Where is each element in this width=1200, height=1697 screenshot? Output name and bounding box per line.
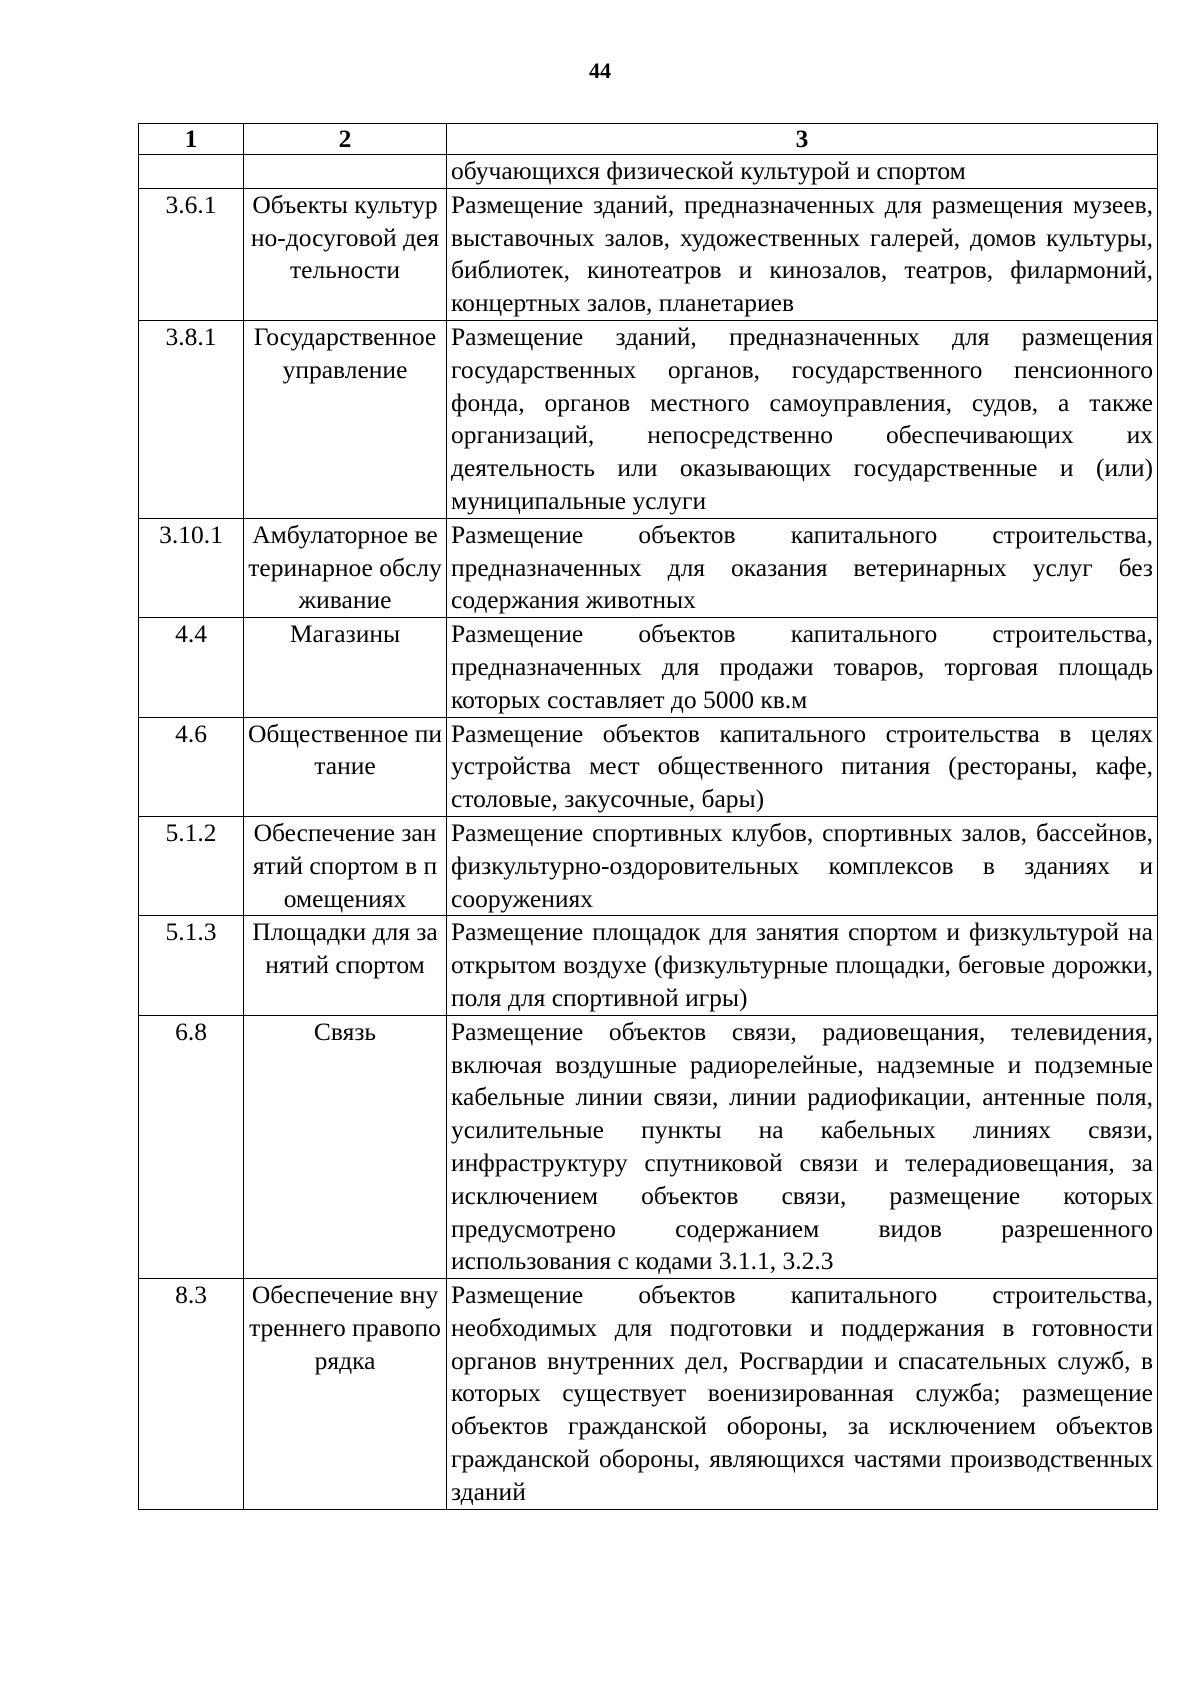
row-description: обучающихся физической культурой и спортом — [447, 155, 1158, 189]
row-description: Размещение зданий, предназначенных для размещения государственных органов, государственного пенсионного фонда, органов местного самоуправления, судов, а также организаций, непосредственно обеспечивающих их деятельность или оказывающих государственные и (или) муниципальные услуги — [447, 320, 1158, 518]
row-code: 8.3 — [139, 1279, 244, 1510]
row-code: 3.10.1 — [139, 518, 244, 617]
header-col-1: 1 — [139, 124, 244, 155]
table-row — [139, 916, 1158, 1015]
row-description: Размещение объектов капитального строительства, необходимых для подготовки и поддержания в готовности органов внутренних дел, Росгвардии и спасательных служб, в которых существует военизированная служба; размещение объектов гражданской обороны, за исключением объектов гражданской обороны, являющихся частями производственных зданий — [447, 1279, 1158, 1510]
row-description: Размещение объектов капитального строительства, предназначенных для продажи товаров, торговая площадь которых составляет до 5000 кв.м — [447, 618, 1158, 717]
table-row — [139, 320, 1158, 518]
row-name: Магазины — [244, 618, 447, 717]
row-description: Размещение объектов капитального строительства, предназначенных для оказания ветеринарных услуг без содержания животных — [447, 518, 1158, 617]
row-name: Амбулаторное ветеринарное обслуживание — [244, 518, 447, 617]
row-name: Общественное питание — [244, 717, 447, 816]
row-name: Связь — [244, 1015, 447, 1278]
land-use-table — [138, 123, 1158, 1510]
table-header-row — [139, 124, 1158, 155]
table-row — [139, 188, 1158, 320]
row-description: Размещение площадок для занятия спортом и физкультурой на открытом воздухе (физкультурные площадки, беговые дорожки, поля для спортивной игры) — [447, 916, 1158, 1015]
table-row — [139, 1015, 1158, 1278]
row-description: Размещение спортивных клубов, спортивных залов, бассейнов, физкультурно-оздоровительных комплексов в зданиях и сооружениях — [447, 816, 1158, 915]
row-name: Обеспечение внутреннего правопорядка — [244, 1279, 447, 1510]
row-code: 6.8 — [139, 1015, 244, 1278]
row-code: 3.6.1 — [139, 188, 244, 320]
row-description: Размещение зданий, предназначенных для размещения музеев, выставочных залов, художественных галерей, домов культуры, библиотек, кинотеатров и кинозалов, театров, филармоний, концертных залов, планетариев — [447, 188, 1158, 320]
table-row — [139, 618, 1158, 717]
row-description: Размещение объектов капитального строительства в целях устройства мест общественного питания (рестораны, кафе, столовые, закусочные, бары) — [447, 717, 1158, 816]
row-code: 4.4 — [139, 618, 244, 717]
row-name: Объекты культурно-досуговой деятельности — [244, 188, 447, 320]
header-col-2: 2 — [244, 124, 447, 155]
row-code: 5.1.3 — [139, 916, 244, 1015]
row-code: 4.6 — [139, 717, 244, 816]
table-row — [139, 1279, 1158, 1510]
row-name — [244, 155, 447, 189]
table-row — [139, 155, 1158, 189]
row-name: Обеспечение занятий спортом в помещениях — [244, 816, 447, 915]
table-row — [139, 717, 1158, 816]
table-row — [139, 816, 1158, 915]
row-code: 5.1.2 — [139, 816, 244, 915]
row-description: Размещение объектов связи, радиовещания, телевидения, включая воздушные радиорелейные, надземные и подземные кабельные линии связи, линии радиофикации, антенные поля, усилительные пункты на кабельных линиях связи, инфраструктуру спутниковой связи и телерадиовещания, за исключением объектов связи, размещение которых предусмотрено содержанием видов разрешенного использования с кодами 3.1.1, 3.2.3 — [447, 1015, 1158, 1278]
row-name: Площадки для занятий спортом — [244, 916, 447, 1015]
row-code — [139, 155, 244, 189]
page-number: 44 — [589, 58, 611, 83]
table-row — [139, 518, 1158, 617]
header-col-3: 3 — [447, 124, 1158, 155]
row-name: Государственное управление — [244, 320, 447, 518]
row-code: 3.8.1 — [139, 320, 244, 518]
